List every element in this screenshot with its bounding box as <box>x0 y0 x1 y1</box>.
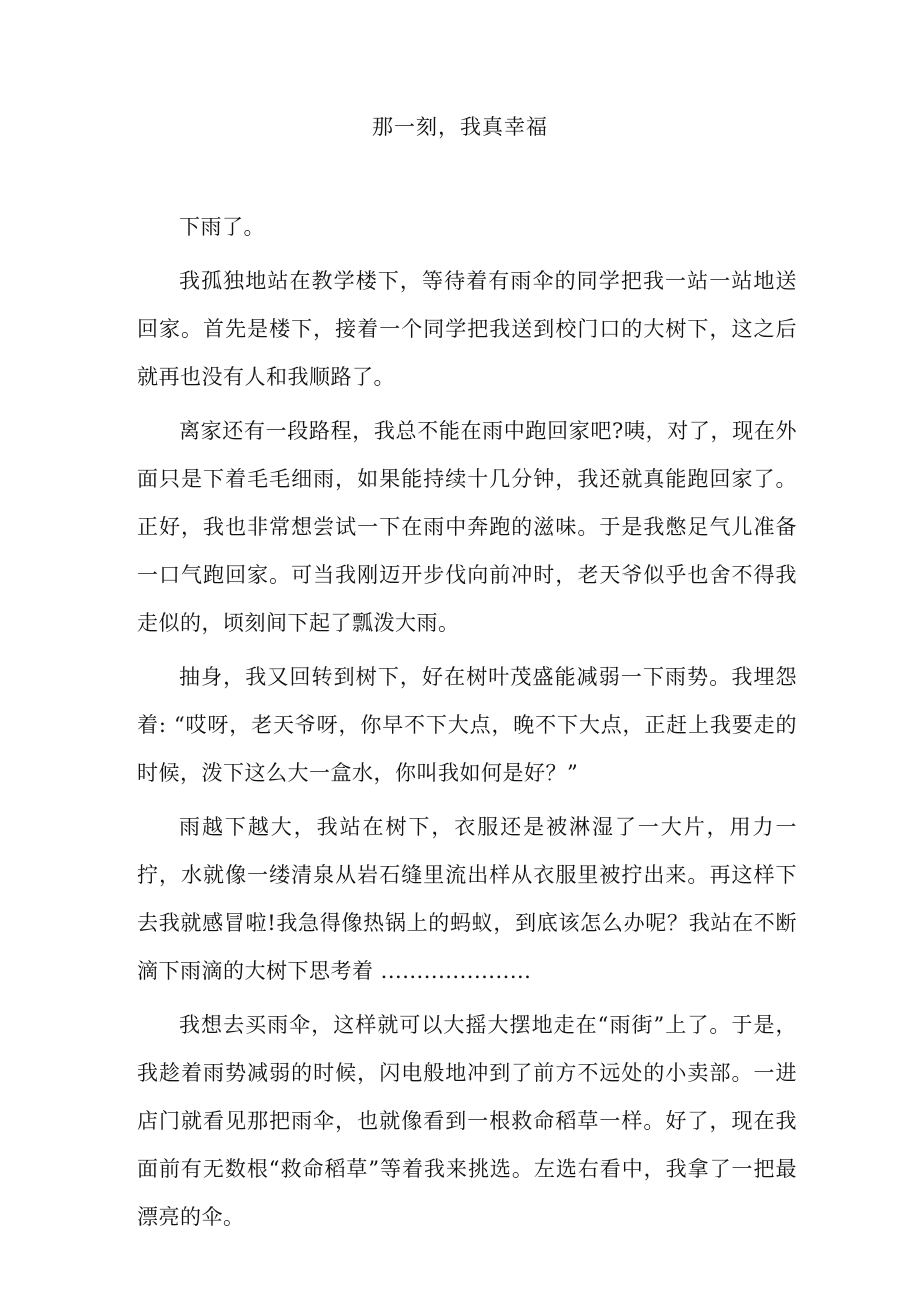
document-title: 那一刻，我真幸福 <box>372 115 548 139</box>
document-body <box>137 203 797 1247</box>
paragraph: 我想去买雨伞，这样就可以大摇大摆地走在“雨街”上了。于是，我趁着雨势减弱的时候，闪电般地冲到了前方不远处的小卖部。一进店门就看见那把雨伞，也就像看到一根救命稻草一样。好了，现在我面前有无数根“救命稻草”等着我来挑选。左选右看中，我拿了一把最漂亮的伞。 <box>137 1013 797 1229</box>
paragraph: 雨越下越大，我站在树下，衣服还是被淋湿了一大片，用力一拧，水就像一缕清泉从岩石缝里流出样从衣服里被拧出来。再这样下去我就感冒啦!我急得像热锅上的蚂蚁，到底该怎么办呢？我站在不断滴下雨滴的大树下思考着 ..................... <box>137 815 797 983</box>
paragraph: 离家还有一段路程，我总不能在雨中跑回家吧?咦，对了，现在外面只是下着毛毛细雨，如果能持续十几分钟，我还就真能跑回家了。正好，我也非常想尝试一下在雨中奔跑的滋味。于是我憋足气儿准备一口气跑回家。可当我刚迈开步伐向前冲时，老天爷似乎也舍不得我走似的，顷刻间下起了瓢泼大雨。 <box>137 419 797 635</box>
paragraph: 抽身，我又回转到树下，好在树叶茂盛能减弱一下雨势。我埋怨着: “哎呀，老天爷呀，你早不下大点，晚不下大点，正赶上我要走的时候，泼下这么大一盒水，你叫我如何是好？” <box>137 665 797 785</box>
paragraph: 下雨了。 <box>179 215 265 239</box>
paragraph: 我孤独地站在教学楼下，等待着有雨伞的同学把我一站一站地送回家。首先是楼下，接着一个同学把我送到校门口的大树下，这之后就再也没有人和我顺路了。 <box>137 269 797 389</box>
